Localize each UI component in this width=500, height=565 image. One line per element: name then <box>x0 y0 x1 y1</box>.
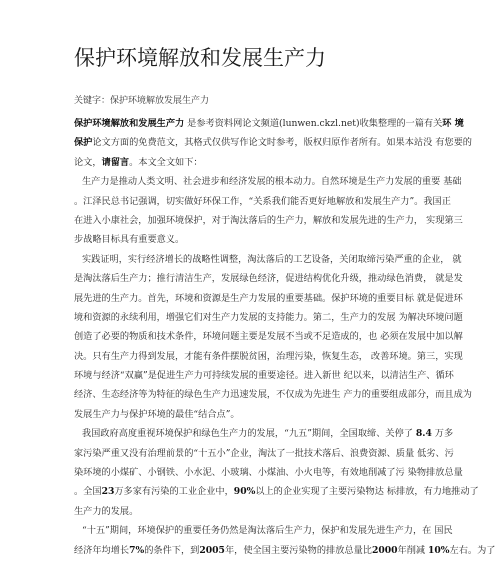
page-title: 保护环境解放和发展生产力 <box>74 46 326 70</box>
text-run: 经济、生态经济等为特征的绿色生产力迅速发展，不仅成为先进生 产力的重要组成部分，而且成为 <box>74 389 472 401</box>
bold-text: 7% <box>129 544 145 556</box>
intro-line <box>74 114 464 133</box>
intro-line <box>74 133 472 152</box>
paragraph-line <box>74 444 454 463</box>
bold-text: 10% <box>428 544 450 556</box>
paragraph-first-line <box>74 521 453 540</box>
paragraph-line <box>74 230 444 249</box>
bold-text: 环 境 <box>442 118 464 129</box>
paragraph-line <box>74 502 444 521</box>
paragraph-line <box>74 463 463 482</box>
text-run: 。江泽民总书记强调，切实做好环保工作，“关系我们能否更好地解放和发展生产力”。我国正 <box>74 195 451 207</box>
bold-text: 2000 <box>371 544 398 556</box>
bold-text: 请留言 <box>101 156 130 168</box>
paragraph-line <box>74 269 463 288</box>
intro-line <box>74 153 444 172</box>
text-run: 环境与经济“双赢”是促进生产力可持续发展的重要途径。进入新世 纪以来，以清洁生产、循环 <box>74 370 454 382</box>
bold-text: 23 <box>101 486 115 498</box>
paragraph-line <box>74 366 454 385</box>
paragraph-line <box>74 541 496 560</box>
paragraph-line <box>74 385 472 404</box>
text-run: 万多 <box>431 428 454 440</box>
text-run: 步战略目标具有重要意义。 <box>74 234 185 246</box>
text-run: 。本文全文如下： <box>129 156 203 168</box>
text-run: 是淘汰落后生产力；推行清洁生产，发展绿色经济，促进结构优化升级，推动绿色消费， 就是发 <box>74 273 463 285</box>
text-run: 展先进的生产力。首先，环境和资源是生产力发展的重要基础。保护环境的重要目标 就是促进环 <box>74 292 463 304</box>
text-run: “十五”期间，环境保护的重要任务仍然是淘汰落后生产力，保护和发展先进生产力，在 国民 <box>82 525 453 537</box>
text-run: 染环境的小煤矿、小钢铁、小水泥、小玻璃、小煤油、小火电等，有效地削减了污 染物排放总量 <box>74 467 463 479</box>
text-run: 论文， <box>74 156 102 168</box>
bold-text: 2005 <box>199 544 225 556</box>
text-run: 左右。为了 <box>449 544 496 556</box>
text-run: 实践证明，实行经济增长的战略性调整，淘汰落后的工艺设备，关闭取缔污染严重的企业， 就 <box>82 253 462 265</box>
text-run: 家污染严重又没有治理前景的“十五小”企业，淘汰了一批技术落后、浪费资源、质量 低劣、污 <box>74 447 454 459</box>
text-run: 我国政府高度重视环境保护和绿色生产力的发展，“九五”期间，全国取缔、关停了 <box>82 428 416 440</box>
text-run: 生产力是推动人类文明、社会进步和经济发展的根本动力。自然环境是生产力发展的重要 基础 <box>82 176 462 188</box>
paragraph-line <box>74 192 451 211</box>
bold-text: 90% <box>233 486 256 498</box>
paragraph-first-line <box>74 250 462 269</box>
paragraph-line <box>74 347 463 366</box>
text-run: 经济年均增长 <box>74 544 130 556</box>
keywords-line: 关键字：保护环境解放发展生产力 <box>74 96 210 106</box>
text-run: 是参考资料网论文频道(lunwen.ckzl.net)收集整理的一篇有关 <box>184 118 443 129</box>
bold-text: 8.4 <box>415 428 432 440</box>
paragraph-line <box>74 327 463 346</box>
text-run: 发展生产力与保护环境的最佳“结合点”。 <box>74 408 240 420</box>
text-run: 以上的企业实现了主要污染物达 标排放，有力地推动了 <box>255 486 479 498</box>
text-run: 年，使全国主要污染物的排放总量比 <box>224 544 372 556</box>
paragraph-first-line <box>74 424 454 443</box>
text-run: 年削减 <box>397 544 429 556</box>
text-run: 生产力的发展。 <box>74 505 139 517</box>
text-run: 的条件下，到 <box>144 544 200 556</box>
paragraph-line <box>74 308 463 327</box>
article-body <box>74 114 496 560</box>
text-run: 万多家有污染的工业企业中， <box>114 486 234 498</box>
bold-text: 保护 <box>74 137 93 149</box>
paragraph-line <box>74 289 463 308</box>
text-run: 创造了必要的物质和技术条件，环境问题主要是发展不当或不足造成的，也 必须在发展中加以解 <box>74 331 463 343</box>
text-run: 在进入小康社会，加强环境保护，对于淘汰落后的生产力，解放和发展先进的生产力， 实现第三 <box>74 214 463 226</box>
text-run: 境和资源的永续利用，增强它们对生产力发展的支持能力。第二，生产力的发展 为解决环境问题 <box>74 311 463 323</box>
bold-text: 保护环境解放和发展生产力 <box>74 118 185 129</box>
paragraph-line <box>74 482 479 501</box>
text-run: 论文方面的免费范文，其格式仅供写作论文时参考，版权归原作者所有。如果本站没 有您要的 <box>92 137 472 149</box>
paragraph-first-line <box>74 172 462 191</box>
paragraph-line <box>74 211 463 230</box>
text-run: 。全国 <box>74 486 102 498</box>
text-run: 决。只有生产力得到发展，才能有条件摆脱贫困，治理污染，恢复生态， 改善环境。第三，实现 <box>74 350 463 362</box>
paragraph-line <box>74 405 444 424</box>
